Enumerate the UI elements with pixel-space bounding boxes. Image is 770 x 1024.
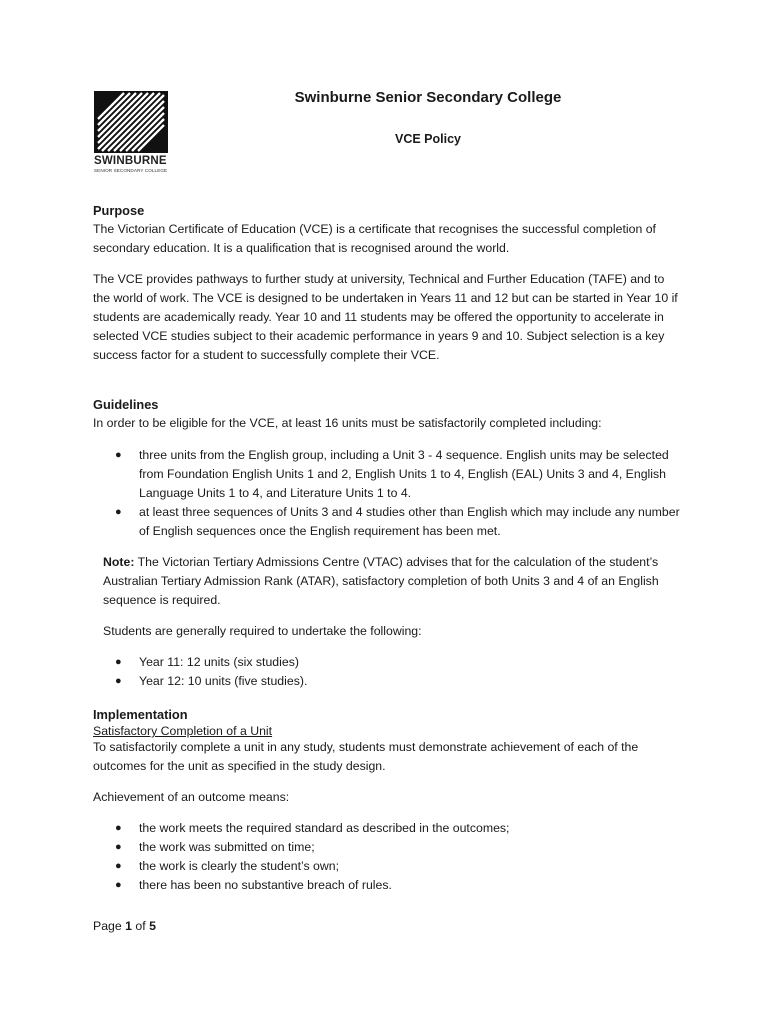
bullet-icon: ● <box>115 656 122 668</box>
note-label: Note: <box>103 555 135 569</box>
list-item: ● three units from the English group, including a Unit 3 - 4 sequence. English units may be selected from Foundation English Units 1 and 2, English Units 1 to 4, English (EAL) Units 3 and 4, English Language Units 1 to 4, and Literature Units 1 to 4. <box>115 448 669 500</box>
list-item: ● the work meets the required standard as described in the outcomes; <box>93 819 683 838</box>
purpose-paragraph-2: The VCE provides pathways to further study at university, Technical and Further Education (TAFE) and to the world of work. The VCE is designed to be undertaken in Years 11 and 12 but can be started in Year 10 if students are academically ready. Year 10 and 11 students may be offered the opportunity to accelerate in selected VCE studies subject to their academic performance in years 9 and 10. Subject selection is a key success factor for a student to successfully complete their VCE. <box>93 272 678 362</box>
outcome-criteria-list <box>93 819 683 895</box>
implementation-paragraph-1: To satisfactorily complete a unit in any study, students must demonstrate achievement of each of the outcomes for the unit as specified in the study design. <box>93 740 639 773</box>
total-pages: 5 <box>149 919 156 933</box>
list-item: ● the work was submitted on time; <box>93 838 683 857</box>
guidelines-intro: In order to be eligible for the VCE, at least 16 units must be satisfactorily completed including: <box>93 416 602 430</box>
bullet-icon: ● <box>115 879 122 891</box>
document-title: VCE Policy <box>395 132 461 146</box>
list-item: ● Year 12: 10 units (five studies). <box>93 672 683 691</box>
list-item: ● Year 11: 12 units (six studies) <box>93 653 683 672</box>
purpose-heading: Purpose <box>93 203 145 218</box>
list-item: ● there has been no substantive breach of rules. <box>93 876 683 895</box>
purpose-paragraph-1: The Victorian Certificate of Education (VCE) is a certificate that recognises the successful completion of secondary education. It is a qualification that is recognised around the world. <box>93 222 656 255</box>
english-requirements-list <box>93 446 683 541</box>
bullet-icon: ● <box>115 449 122 461</box>
implementation-heading: Implementation <box>93 707 188 722</box>
logo-name: SWINBURNE <box>94 155 167 167</box>
bullet-icon: ● <box>115 860 122 872</box>
bullet-icon: ● <box>115 675 122 687</box>
bullet-icon: ● <box>115 822 122 834</box>
implementation-paragraph-2: Achievement of an outcome means: <box>93 790 290 804</box>
current-page: 1 <box>125 919 132 933</box>
bullet-icon: ● <box>115 506 122 518</box>
guidelines-heading: Guidelines <box>93 397 159 412</box>
implementation-subheading: Satisfactory Completion of a Unit <box>93 724 273 738</box>
required-intro: Students are generally required to undertake the following: <box>103 624 422 638</box>
school-name: Swinburne Senior Secondary College <box>294 89 562 106</box>
list-item: ● at least three sequences of Units 3 and 4 studies other than English which may include any number of English sequences once the English requirement has been met. <box>115 505 680 538</box>
note-paragraph <box>103 553 683 610</box>
note-text: The Victorian Tertiary Admissions Centre (VTAC) advises that for the calculation of the student’s Australian Tertiary Admission Rank (ATAR), satisfactory completion of both Units 3 and 4 of an English sequence is required. <box>103 555 659 607</box>
page-number: Page 1 of 5 <box>93 919 156 933</box>
year-units-list <box>93 653 683 691</box>
list-item: ● the work is clearly the student’s own; <box>93 857 683 876</box>
logo-subtitle: SENIOR SECONDARY COLLEGE <box>94 168 168 173</box>
bullet-icon: ● <box>115 841 122 853</box>
